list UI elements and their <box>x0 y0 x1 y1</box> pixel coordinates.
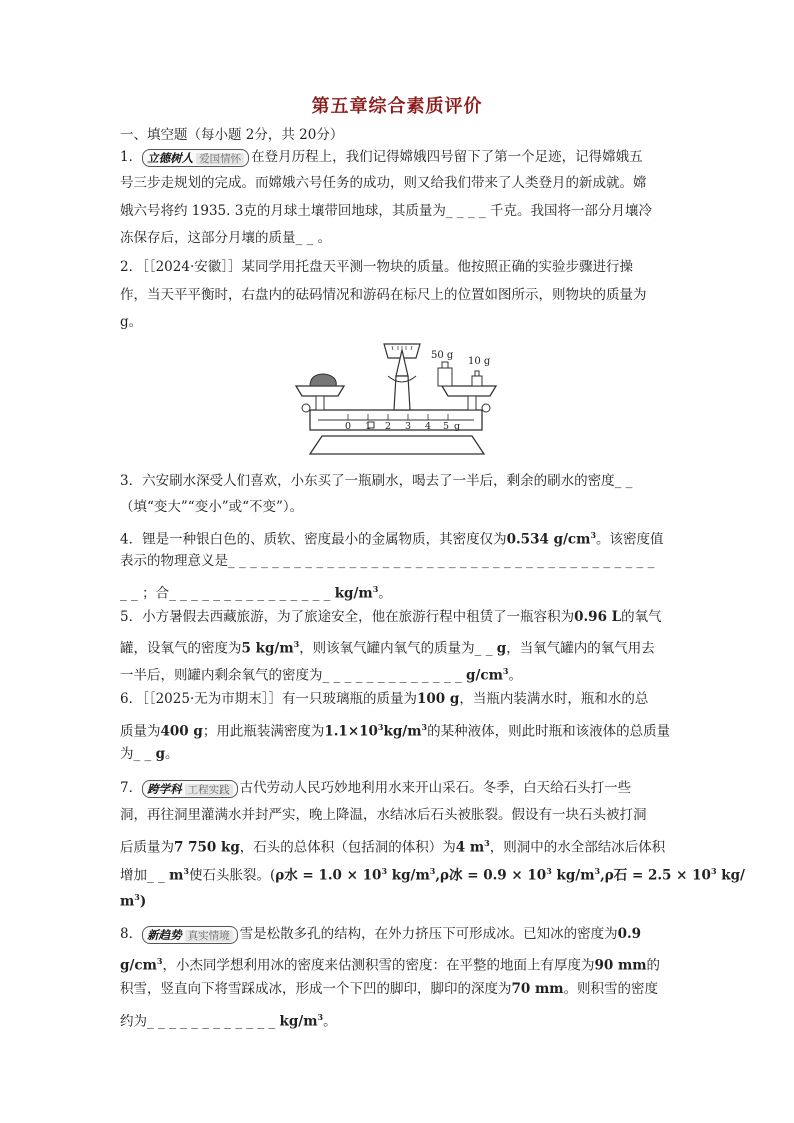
q5-unit-density: g/cm <box>466 667 503 684</box>
q8-line-1 <box>120 925 641 944</box>
weight-50g <box>438 368 452 386</box>
q7-line-2: 洞，再往洞里灌满水并封严实，晚上降温，水结冰后石头被胀裂。假设有一块石头被打洞 <box>120 807 647 823</box>
sup: 3 <box>710 866 717 876</box>
q1-line-1 <box>120 148 643 167</box>
q5-line-1 <box>120 608 662 626</box>
q5-text-2a: 罐，设氧气的密度为 <box>120 640 242 657</box>
q7-line-5 <box>120 888 146 911</box>
q5-text-3a: 一半后，则罐内剩余氧气的密度为_ _ _ _ _ _ _ _ _ _ _ _ _ <box>120 667 467 684</box>
balance-base <box>310 436 484 454</box>
q6-text-1c: ，当瓶内装满水时，瓶和水的总 <box>459 691 649 707</box>
sup: 3 <box>590 530 597 540</box>
q7-line-3 <box>120 834 665 857</box>
q7-volume: 4 m <box>455 839 485 856</box>
q8-tag-sub: 真实情境 <box>185 930 233 942</box>
q5-line-3 <box>120 662 522 685</box>
sup: 3 <box>317 1012 324 1022</box>
q7-text-3c: ，石头的总体积（包括洞的体积）为 <box>239 839 456 856</box>
weight-10g-label: 10 g <box>468 356 491 367</box>
q5-volume: 0.96 L <box>574 609 622 625</box>
sup: 3 <box>594 866 601 876</box>
q7-unit: m <box>169 867 184 884</box>
sup: 3 <box>421 722 428 732</box>
q2-line-1: 2．［［2024·安徽］］某同学用托盘天平测一物块的质量。他按照正确的实验步骤进行操 <box>120 259 633 275</box>
q5-unit-g: g <box>496 640 507 657</box>
q8-line-3 <box>120 980 658 998</box>
sup: 3 <box>381 866 388 876</box>
sup: 3 <box>377 722 384 732</box>
q7-text-3e: ，则洞中的水全部结冰后体积 <box>489 839 666 856</box>
q8-snow-depth: 90 mm <box>594 957 647 974</box>
q6-text-2f: 的某种液体，则此时瓶和该液体的总质量 <box>427 723 671 740</box>
q6-text-2a: 质量为 <box>120 723 161 740</box>
q6-unit-g: g <box>155 746 166 762</box>
q4-line-2: 表示的物理意义是_ _ _ _ _ _ _ _ _ _ _ _ _ _ _ _ _ _ _ _ _ _ _ _ _ _ _ _ _ _ _ _ _ _ _ _ _ _ _ <box>120 553 655 569</box>
left-pan <box>296 386 344 396</box>
scale-tick-2: 2 <box>385 421 392 432</box>
q5-density: 5 kg/m <box>241 640 294 657</box>
q7-close-paren: ) <box>139 893 147 910</box>
q3-line-1: 3．六安刷水深受人们喜欢，小东买了一瓶刷水，喝去了一半后，剩余的刷水的密度_ _ <box>120 473 633 489</box>
q8-tag-main: 新趋势 <box>147 927 182 942</box>
q4-line-3 <box>120 580 392 603</box>
q7-rho-stone: ,ρ石 = 2.5 × 10 <box>600 867 711 884</box>
q4-line-1 <box>120 526 664 549</box>
q8-text-1a: 雪是松散多孔的结构，在外力挤压下可形成冰。已知冰的密度为 <box>239 926 618 942</box>
scale-tick-3: 3 <box>405 421 412 432</box>
q1-tag-sub: 爱国情怀 <box>196 153 244 165</box>
q6-text-3c: 。 <box>165 746 179 762</box>
q7-mass: 7 750 kg <box>174 839 240 856</box>
q8-ice-density: 0.9 <box>617 926 642 942</box>
q5-text-2c: ，则该氧气罐内氧气的质量为_ _ <box>299 640 497 657</box>
q2-line-2: 作，当天平平衡时，右盘内的砝码情况和游码在标尺上的位置如图所示，则物块的质量为 <box>120 287 647 303</box>
q7-unit-2: kg/m <box>551 867 595 884</box>
q4-density: 0.534 g/cm <box>506 531 591 548</box>
scale-unit: g <box>454 421 461 432</box>
q4-unit: kg/m <box>334 585 373 602</box>
section-heading: 一、填空题（每小题 2分，共 20分） <box>120 127 344 143</box>
q7-tag-main: 跨学科 <box>147 781 182 796</box>
sup: 3 <box>502 666 509 676</box>
q6-unit: kg/m <box>383 723 422 740</box>
q4-text-1a: 4．锂是一种银白色的、质软、密度最小的金属物质，其密度仅为 <box>120 531 507 548</box>
q1-text-1: 在登月历程上，我们记得嫦娥四号留下了第一个足迹，记得嫦娥五 <box>251 149 643 165</box>
q5-text-1a: 5．小方暑假去西藏旅游，为了旅途安全，他在旅游行程中租赁了一瓶容积为 <box>120 609 575 625</box>
weight-10g <box>472 376 482 386</box>
scale-tick-1: 1 <box>365 421 372 432</box>
q6-line-1 <box>120 690 648 708</box>
q7-unit-3: kg/ <box>716 867 745 884</box>
q7-text-3a: 后质量为 <box>120 839 174 856</box>
sup: 3 <box>484 838 490 848</box>
balance-scale-figure <box>292 336 502 460</box>
q7-unit-m: m <box>120 893 135 910</box>
q1-number: 1． <box>120 149 143 165</box>
q8-unit: g/cm <box>120 957 157 974</box>
q6-total-mass: 400 g <box>160 723 203 740</box>
q7-rho-water: ρ水 = 1.0 × 10 <box>275 867 382 884</box>
q8-text-4c: 。 <box>323 1013 337 1030</box>
sup: 3 <box>293 639 300 649</box>
q7-text-4a: 增加_ _ <box>120 867 170 884</box>
q8-text-3a: 积雪，竖直向下将雪踩成冰，形成一个下凹的脚印，脚印的深度为 <box>120 981 512 997</box>
q6-line-2 <box>120 718 670 741</box>
q7-unit-1: kg/m <box>387 867 430 884</box>
weight-50g-label: 50 g <box>431 350 454 361</box>
q1-line-2: 号三步走规划的完成。而嫦娥六号任务的成功，则又给我们带来了人类登月的新成就。嫦 <box>120 175 647 191</box>
right-pan <box>442 386 496 396</box>
q2-line-3: g。 <box>120 314 143 330</box>
q8-number: 8． <box>120 926 143 942</box>
q6-line-3 <box>120 745 179 763</box>
q7-tag-sub: 工程实践 <box>185 784 233 796</box>
q7-text-1: 古代劳动人民巧妙地利用水来开山采石。冬季，白天给石头打一些 <box>239 780 632 796</box>
object-block <box>310 374 336 386</box>
q8-line-2 <box>120 952 660 975</box>
q7-line-4 <box>120 862 745 885</box>
q6-bottle-mass: 100 g <box>417 691 460 707</box>
page-title: 第五章综合素质评价 <box>311 96 483 117</box>
q6-density: 1.1×10 <box>324 723 378 740</box>
q6-text-2c: ；用此瓶装满密度为 <box>202 723 325 740</box>
q7-text-4c: 使石头胀裂。( <box>188 867 276 884</box>
q6-text-1a: 6．［［2025·无为市期末］］有一只玻璃瓶的质量为 <box>120 691 417 707</box>
sup: 3 <box>546 866 552 876</box>
q8-footprint-depth: 70 mm <box>511 981 564 997</box>
scale-tick-4: 4 <box>425 421 432 432</box>
sup: 3 <box>372 584 379 594</box>
q8-text-4a: 约为_ _ _ _ _ _ _ _ _ _ _ _ <box>120 1013 280 1030</box>
q1-line-4: 冻保存后，这部分月壤的质量_ _ 。 <box>120 230 332 246</box>
sup: 3 <box>156 956 163 966</box>
q5-text-1c: 的氧气 <box>621 609 662 625</box>
q1-tag-badge <box>142 149 249 167</box>
q3-line-2: （填“变大”“变小”或“不变”）。 <box>120 499 304 515</box>
q8-line-4 <box>120 1008 337 1031</box>
q8-text-3c: 。则积雪的密度 <box>563 981 659 997</box>
q5-text-3c: 。 <box>508 667 522 684</box>
q8-tag-badge <box>142 926 238 944</box>
q7-tag-badge <box>142 780 238 798</box>
q5-text-2e: ，当氧气罐内的氧气用去 <box>506 640 655 657</box>
scale-tick-5: 5 <box>443 421 450 432</box>
q4-text-1c: 。该密度值 <box>596 531 664 548</box>
q5-line-2 <box>120 635 655 658</box>
q7-number: 7． <box>120 780 143 796</box>
scale-tick-0: 0 <box>345 421 352 432</box>
q7-rho-ice: ,ρ冰 = 0.9 × 10 <box>435 867 547 884</box>
q7-line-1 <box>120 779 631 798</box>
q1-line-3: 娥六号将约 1935. 3克的月球土壤带回地球，其质量为_ _ _ _ 千克。我国将一部分月壤冷 <box>120 203 652 219</box>
q1-tag-main: 立德树人 <box>147 150 194 165</box>
sup: 3 <box>183 866 189 876</box>
q4-text-3a: _ _ ；合_ _ _ _ _ _ _ _ _ _ _ _ _ _ _ <box>120 585 335 602</box>
sup: 3 <box>429 866 436 876</box>
q4-text-3c: 。 <box>378 585 392 602</box>
q8-answer-unit: kg/m <box>279 1013 318 1030</box>
q6-text-3a: 为_ _ <box>120 746 156 762</box>
sup: 3 <box>134 892 140 902</box>
q8-text-2d: 的 <box>646 957 661 974</box>
q8-text-2b: ，小杰同学想利用冰的密度来估测积雪的密度：在平整的地面上有厚度为 <box>162 957 595 974</box>
